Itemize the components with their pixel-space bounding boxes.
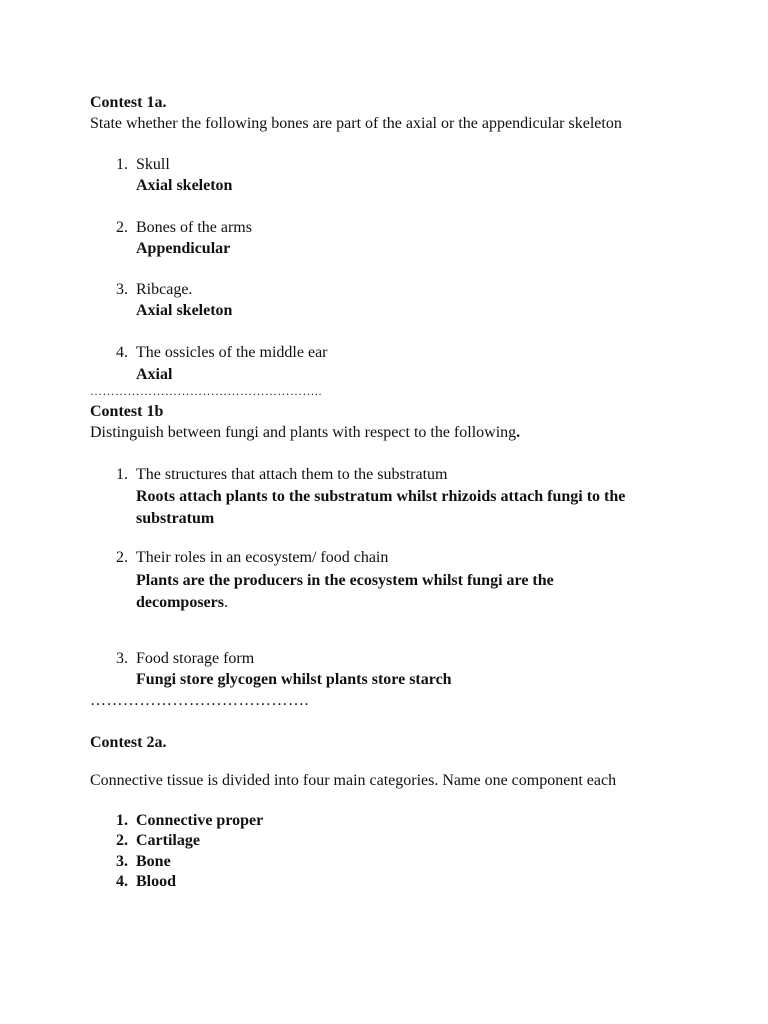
question-text: Bones of the arms [136,219,252,236]
list-number: 3. [116,650,128,667]
contest-2a-title: Contest 2a. [90,734,167,751]
question-text: Ribcage. [136,281,193,298]
answer-text: Axial [136,366,173,383]
separator-dots: ……………………………………………….. [90,384,322,398]
contest-1b-title: Contest 1b [90,403,164,420]
answer-text: Axial skeleton [136,302,233,319]
question-text: The structures that attach them to the substratum [136,466,448,483]
answer-text: Roots attach plants to the substratum whilst rhizoids attach fungi to the substratum [136,488,626,527]
list-number: 2. [116,219,128,236]
answer-text: Fungi store glycogen whilst plants store starch [136,671,452,688]
list-number: 3. [116,853,128,870]
answer-text: Axial skeleton [136,177,233,194]
contest-2a-instruction: Connective tissue is divided into four main categories. Name one component each [90,772,617,789]
list-number: 2. [116,549,128,566]
question-text: The ossicles of the middle ear [136,344,328,361]
answer-text: Connective proper [136,812,264,829]
answer-text: Plants are the producers in the ecosystem whilst fungi are the decomposers. [136,572,554,611]
contest-1b-instruction: Distinguish between fungi and plants with respect to the following. [90,424,521,441]
list-number: 1. [116,156,128,173]
list-number: 4. [116,344,128,361]
answer-text: Cartilage [136,832,200,849]
list-number: 3. [116,281,128,298]
answer-text: Appendicular [136,240,231,257]
contest-1a-title: Contest 1a. [90,94,167,111]
answer-text: Bone [136,853,171,870]
contest-1a-instruction: State whether the following bones are part of the axial or the appendicular skeleton [90,115,622,132]
list-number: 2. [116,832,128,849]
question-text: Skull [136,156,170,173]
list-number: 1. [116,812,128,829]
separator-dots: …………………………………. [90,692,309,709]
list-number: 4. [116,873,128,890]
question-text: Their roles in an ecosystem/ food chain [136,549,389,566]
question-text: Food storage form [136,650,255,667]
answer-text: Blood [136,873,177,890]
list-number: 1. [116,466,128,483]
